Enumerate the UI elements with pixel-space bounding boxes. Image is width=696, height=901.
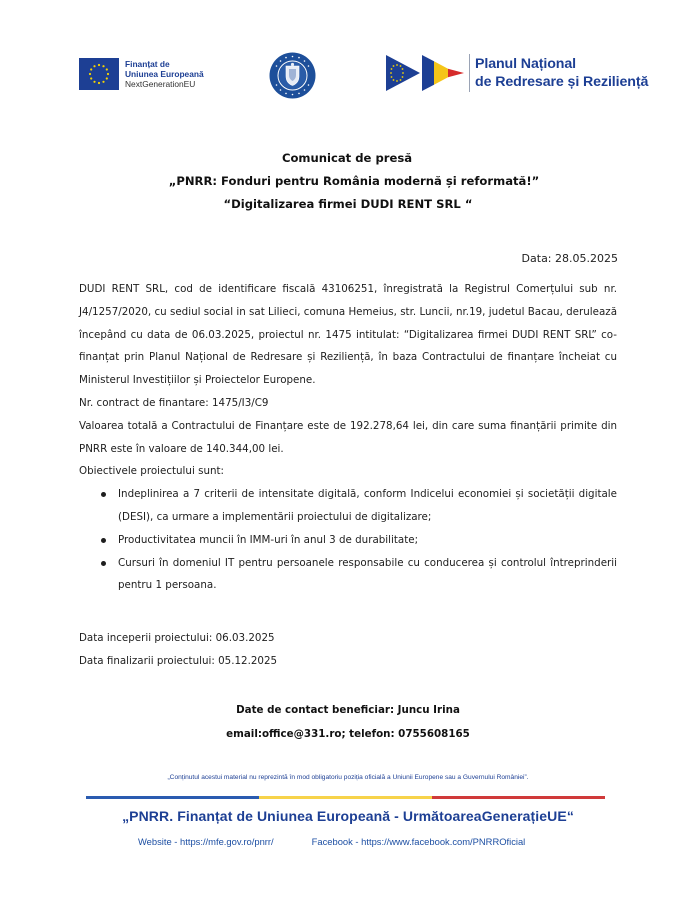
footer-links: [138, 836, 525, 847]
objective-line: pentru 1 persoana.: [118, 579, 217, 592]
pnrr-logo: [386, 54, 648, 92]
intro-line: DUDI RENT SRL, cod de identificare fiscală 43106251, înregistrată la Registrul Comerțului sub nr.: [79, 283, 617, 295]
facebook-link[interactable]: Facebook - https://www.facebook.com/PNRROficial: [311, 836, 526, 847]
eu-flag-icon: [79, 58, 119, 90]
eu-logo-line3: NextGenerationEU: [125, 79, 196, 89]
page-title: Comunicat de presă: [281, 151, 413, 165]
divider-blue: [86, 796, 259, 799]
pnrr-arrows-icon: [386, 55, 464, 91]
contact-person: Date de contact beneficiar: Juncu Irina: [236, 704, 460, 716]
objectives-intro: Obiectivele proiectului sunt:: [79, 465, 225, 478]
pnrr-logo-line2: de Redresare și Reziliență: [475, 74, 649, 90]
campaign-subtitle: „PNRR: Fonduri pentru România modernă și reformată!”: [168, 174, 540, 188]
objective-line: Cursuri în domeniul IT pentru persoanele responsabile cu conducerea și controlul întreprinderii: [118, 556, 617, 569]
bullet-icon: [101, 561, 106, 566]
value-line: PNRR este în valoare de 140.344,00 lei.: [79, 442, 284, 455]
project-dates: [79, 627, 277, 673]
contact-email-phone[interactable]: email:office@331.ro; telefon: 0755608165: [226, 728, 470, 740]
intro-paragraph: [79, 278, 617, 392]
bullet-icon: [101, 538, 106, 543]
bullet-icon: [101, 492, 106, 497]
eu-logo-line2: Uniunea Europeană: [125, 69, 204, 79]
objective-line: (DESI), ca urmare a implementării proiectului de digitalizare;: [118, 510, 432, 523]
intro-line: finanțat prin Planul Național de Redresare și Reziliență, în baza Contractului de finanțare încheiat cu: [79, 351, 617, 364]
eu-logo-line1: Finanțat de: [125, 59, 170, 69]
footer-disclaimer: „Conținutul acestui material nu reprezintă în mod obligatoriu poziția oficială a Uniunii Europene sau a Guvernului României”.: [167, 774, 529, 781]
press-release-titles: [0, 147, 696, 216]
press-release-body: [79, 278, 617, 597]
pnrr-logo-line1: Planul Național: [475, 56, 576, 72]
footer-slogan: „PNRR. Finanțat de Uniunea Europeană - UrmătoareaGenerațieUE“: [122, 808, 574, 824]
intro-line: J4/1257/2020, cu sediul social in sat Lilieci, comuna Hemeius, str. Luncii, nr.19, judetul Bacau, derulează: [79, 305, 617, 318]
guvernul-romaniei-seal-icon: [269, 52, 316, 99]
value-paragraph: [79, 415, 617, 461]
objective-item: [79, 529, 617, 552]
project-end-date: Data finalizarii proiectului: 05.12.2025: [79, 655, 278, 667]
intro-line: începând cu data de 06.03.2025, proiectul nr. 1475 intitulat: “Digitalizarea firmei DUDI RENT SRL” co-: [79, 328, 617, 341]
website-link[interactable]: Website - https://mfe.gov.ro/pnrr/: [138, 836, 274, 847]
eu-funding-logo: [79, 58, 204, 90]
release-date: Data: 28.05.2025: [521, 252, 618, 265]
project-title: “Digitalizarea firmei DUDI RENT SRL “: [223, 197, 473, 211]
objective-line: Productivitatea muncii în IMM-uri în anul 3 de durabilitate;: [118, 533, 419, 546]
objective-item: [79, 483, 617, 529]
divider-yellow: [259, 796, 432, 799]
objectives-list: [79, 483, 617, 597]
divider-red: [432, 796, 605, 799]
intro-line: Ministerul Investițiilor și Proiectelor Europene.: [79, 374, 316, 387]
objective-line: Indeplinirea a 7 criterii de intensitate digitală, conform Indicelui economiei și societății digitale: [118, 488, 617, 501]
value-line: Valoarea totală a Contractului de Finanțare este de 192.278,64 lei, din care suma finanțării primite din: [79, 419, 617, 432]
contract-number: Nr. contract de finantare: 1475/I3/C9: [79, 396, 269, 409]
project-start-date: Data inceperii proiectului: 06.03.2025: [79, 632, 275, 644]
logo-separator: [469, 54, 470, 92]
objective-item: [79, 552, 617, 598]
contact-block: [0, 698, 696, 746]
tricolor-divider: [86, 796, 605, 799]
